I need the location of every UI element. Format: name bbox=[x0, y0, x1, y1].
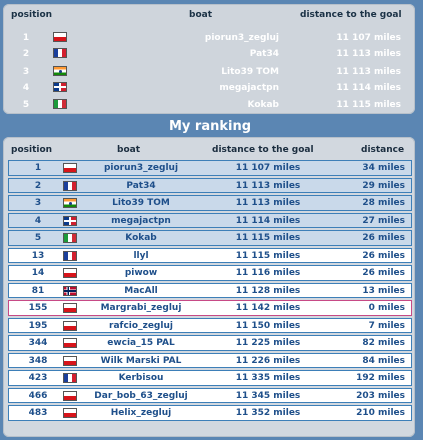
row-distance: 192 miles bbox=[356, 373, 405, 383]
row-position: 4 bbox=[34, 215, 42, 226]
row-distance-to-goal: 11 107 miles bbox=[235, 163, 301, 173]
ranking-row[interactable] bbox=[8, 318, 412, 334]
row-position: 1 bbox=[34, 163, 42, 173]
row-position: 466 bbox=[28, 390, 48, 401]
row-position: 483 bbox=[28, 408, 48, 418]
row-distance: 0 miles bbox=[368, 303, 405, 313]
flag-dominican-republic-icon bbox=[53, 82, 67, 92]
row-position: 195 bbox=[28, 320, 48, 331]
row-distance: 29 miles bbox=[362, 180, 405, 191]
row-distance: 210 miles bbox=[356, 408, 405, 418]
row-position: 2 bbox=[22, 49, 30, 59]
row-distance-to-goal: 11 128 miles bbox=[235, 285, 301, 296]
row-boat-name[interactable]: megajactpn bbox=[111, 215, 171, 226]
row-position: 5 bbox=[34, 233, 42, 243]
flag-france-icon bbox=[53, 48, 67, 58]
row-boat-name[interactable]: Kokab bbox=[247, 100, 279, 110]
header-distance-to-goal: distance to the goal bbox=[212, 145, 314, 155]
ranking-row[interactable] bbox=[8, 230, 412, 246]
row-boat-name[interactable]: Lito39 TOM bbox=[112, 198, 170, 208]
row-boat-name[interactable]: piorun3_zegluj bbox=[204, 33, 279, 43]
ranking-row-own-boat[interactable] bbox=[8, 300, 412, 316]
row-position: 3 bbox=[22, 67, 30, 77]
row-distance: 26 miles bbox=[362, 250, 405, 261]
top-five-row[interactable] bbox=[3, 97, 415, 113]
row-boat-name[interactable]: Lito39 TOM bbox=[221, 67, 279, 77]
row-position: 5 bbox=[22, 100, 30, 110]
row-distance-to-goal: 11 113 miles bbox=[336, 49, 401, 59]
header-position: position bbox=[11, 10, 53, 20]
row-distance: 7 miles bbox=[368, 320, 405, 331]
ranking-row[interactable] bbox=[8, 283, 412, 299]
top-five-header bbox=[3, 10, 415, 22]
my-ranking-panel bbox=[3, 137, 415, 437]
row-distance: 84 miles bbox=[362, 355, 405, 366]
row-position: 4 bbox=[22, 83, 30, 93]
row-position: 423 bbox=[28, 373, 48, 383]
row-distance-to-goal: 11 225 miles bbox=[235, 338, 301, 348]
row-distance-to-goal: 11 352 miles bbox=[235, 408, 301, 418]
header-distance: distance bbox=[361, 145, 405, 155]
row-distance: 203 miles bbox=[356, 390, 405, 401]
row-distance-to-goal: 11 115 miles bbox=[336, 100, 401, 110]
row-distance-to-goal: 11 113 miles bbox=[235, 180, 301, 191]
row-boat-name[interactable]: Wilk Marski PAL bbox=[100, 355, 182, 366]
row-boat-name[interactable]: Kerbisou bbox=[118, 373, 164, 383]
row-distance: 28 miles bbox=[362, 198, 405, 208]
row-boat-name[interactable]: Helix_zegluj bbox=[110, 408, 172, 418]
row-distance: 13 miles bbox=[362, 285, 405, 296]
row-distance: 82 miles bbox=[362, 338, 405, 348]
row-position: 81 bbox=[31, 285, 45, 296]
row-distance: 26 miles bbox=[362, 233, 405, 243]
top-five-row[interactable] bbox=[3, 80, 415, 96]
row-position: 3 bbox=[34, 198, 42, 208]
row-distance-to-goal: 11 113 miles bbox=[336, 67, 401, 77]
row-distance-to-goal: 11 113 miles bbox=[235, 198, 301, 208]
row-boat-name[interactable]: Margrabi_zegluj bbox=[100, 303, 182, 313]
ranking-row[interactable] bbox=[8, 388, 412, 404]
ranking-header bbox=[3, 145, 415, 157]
ranking-row[interactable] bbox=[8, 370, 412, 386]
header-distance-to-goal: distance to the goal bbox=[300, 10, 402, 20]
row-position: 2 bbox=[34, 180, 42, 191]
ranking-title: My ranking bbox=[168, 119, 252, 134]
row-distance-to-goal: 11 114 miles bbox=[336, 83, 401, 93]
row-boat-name[interactable]: piwow bbox=[124, 268, 158, 278]
row-position: 155 bbox=[28, 303, 48, 313]
row-distance-to-goal: 11 114 miles bbox=[235, 215, 301, 226]
flag-india-icon bbox=[53, 66, 67, 76]
row-position: 1 bbox=[22, 33, 30, 43]
ranking-row[interactable] bbox=[8, 213, 412, 229]
ranking-row[interactable] bbox=[8, 335, 412, 351]
row-position: 14 bbox=[31, 268, 45, 278]
ranking-row[interactable] bbox=[8, 265, 412, 281]
row-boat-name[interactable]: ewcia_15 PAL bbox=[107, 338, 175, 348]
row-distance-to-goal: 11 142 miles bbox=[235, 303, 301, 313]
header-position: position bbox=[11, 145, 53, 155]
ranking-row[interactable] bbox=[8, 178, 412, 194]
row-distance-to-goal: 11 107 miles bbox=[336, 33, 401, 43]
row-distance-to-goal: 11 150 miles bbox=[235, 320, 301, 331]
flag-poland-icon bbox=[53, 32, 67, 42]
header-boat: boat bbox=[117, 145, 141, 155]
row-distance: 27 miles bbox=[362, 215, 405, 226]
top-five-row[interactable] bbox=[3, 46, 415, 62]
row-boat-name[interactable]: llyl bbox=[133, 250, 149, 261]
row-boat-name[interactable]: Pat34 bbox=[249, 49, 279, 59]
row-boat-name[interactable]: MacAll bbox=[124, 285, 158, 296]
row-boat-name[interactable]: Dar_bob_63_zegluj bbox=[94, 390, 188, 401]
row-distance: 26 miles bbox=[362, 268, 405, 278]
row-distance-to-goal: 11 345 miles bbox=[235, 390, 301, 401]
row-boat-name[interactable]: Kokab bbox=[125, 233, 157, 243]
row-distance-to-goal: 11 115 miles bbox=[235, 233, 301, 243]
row-distance: 34 miles bbox=[362, 163, 405, 173]
row-boat-name[interactable]: Pat34 bbox=[126, 180, 156, 191]
ranking-row[interactable] bbox=[8, 353, 412, 369]
row-position: 13 bbox=[31, 250, 45, 261]
ranking-table bbox=[8, 160, 412, 423]
top-five-panel bbox=[3, 4, 415, 114]
ranking-row[interactable] bbox=[8, 160, 412, 176]
row-distance-to-goal: 11 116 miles bbox=[235, 268, 301, 278]
row-boat-name[interactable]: piorun3_zegluj bbox=[103, 163, 179, 173]
top-five-row[interactable] bbox=[3, 64, 415, 80]
row-distance-to-goal: 11 335 miles bbox=[235, 373, 301, 383]
row-distance-to-goal: 11 115 miles bbox=[235, 250, 301, 261]
header-boat: boat bbox=[189, 10, 213, 20]
flag-italy-icon bbox=[53, 99, 67, 109]
row-boat-name[interactable]: rafcio_zegluj bbox=[109, 320, 173, 331]
row-boat-name[interactable]: megajactpn bbox=[219, 83, 279, 93]
row-position: 344 bbox=[28, 338, 48, 348]
ranking-row[interactable] bbox=[8, 405, 412, 421]
top-five-row[interactable] bbox=[3, 30, 415, 46]
row-position: 348 bbox=[28, 355, 48, 366]
ranking-row[interactable] bbox=[8, 248, 412, 264]
ranking-row[interactable] bbox=[8, 195, 412, 211]
row-distance-to-goal: 11 226 miles bbox=[235, 355, 301, 366]
